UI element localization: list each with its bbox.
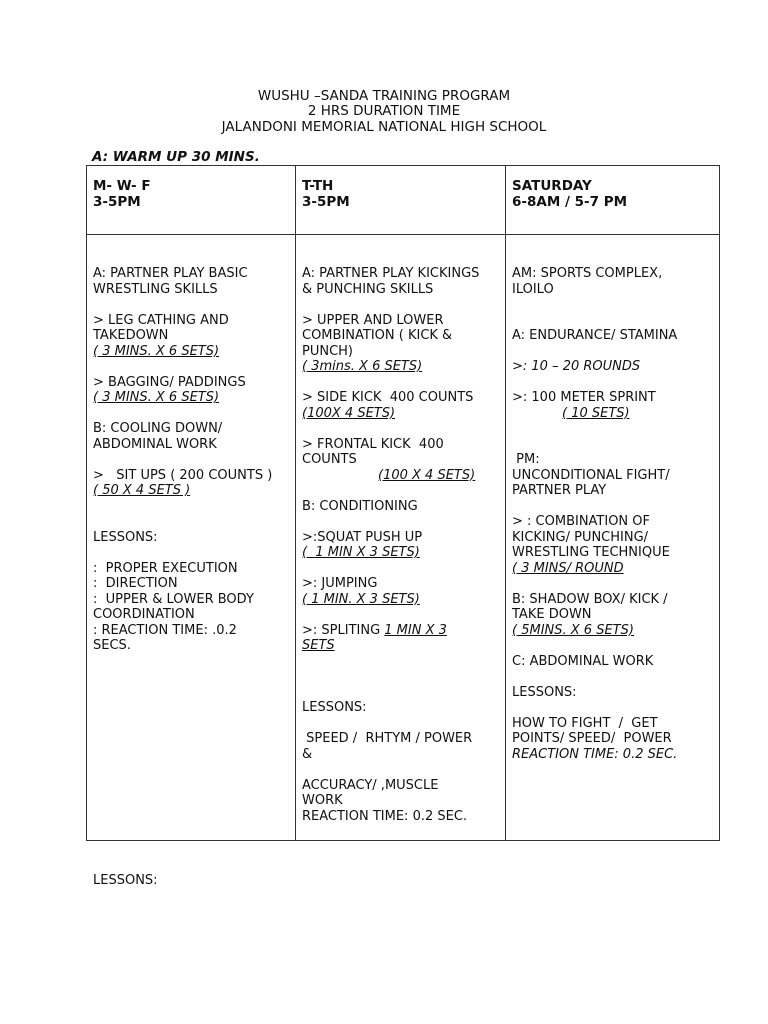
text-line: >:SQUAT PUSH UP (302, 529, 423, 545)
table-column-divider-2 (505, 165, 506, 841)
text-line: ( 3mins. X 6 SETS) (302, 359, 423, 374)
spacer (302, 483, 502, 499)
text-line: SECS. (93, 638, 131, 653)
table-column-divider-1 (295, 165, 296, 841)
bottom-lessons-label: LESSONS: (93, 873, 158, 888)
spacer (302, 514, 502, 530)
text-line: : UPPER & LOWER BODY (93, 591, 254, 607)
spacer (512, 421, 716, 437)
spacer (302, 375, 502, 391)
text-line: COORDINATION (93, 607, 195, 622)
header-time: 3-5PM (302, 193, 350, 210)
text-line: UNCONDITIONAL FIGHT/ (512, 467, 670, 483)
spacer (512, 344, 716, 360)
text-line: > FRONTAL KICK 400 (302, 436, 444, 452)
text-line: 1 MIN X 3 (384, 622, 447, 638)
text-line: POINTS/ SPEED/ POWER (512, 731, 672, 746)
spacer (302, 762, 502, 778)
text-line: > SIDE KICK 400 COUNTS (302, 390, 474, 405)
text-line: ( 3 MINS. X 6 SETS) (93, 343, 220, 359)
spacer (302, 716, 502, 732)
spacer (93, 545, 293, 561)
text-line: >: 10 – 20 ROUNDS (512, 359, 641, 374)
text-line: ( 50 X 4 SETS ) (93, 483, 191, 498)
text-line: KICKING/ PUNCHING/ (512, 529, 649, 545)
text-line: ( 3 MINS. X 6 SETS) (93, 390, 220, 405)
text-line: AM: SPORTS COMPLEX, (512, 266, 663, 281)
table-border-top (86, 165, 720, 166)
text-line: B: CONDITIONING (302, 498, 418, 514)
text-line: REACTION TIME: 0.2 SEC. (512, 746, 678, 762)
text-line: PARTNER PLAY (512, 483, 607, 498)
header-cell-tth (302, 179, 500, 210)
spacer (302, 669, 502, 685)
text-line: PUNCH) (302, 343, 354, 359)
text-line: > UPPER AND LOWER (302, 312, 444, 328)
text-line: ( 1 MIN. X 3 SETS) (302, 591, 420, 607)
text-line: B: SHADOW BOX/ KICK / (512, 591, 668, 607)
header-time: 6-8AM / 5-7 PM (512, 193, 628, 210)
text-line: WORK (302, 793, 343, 808)
text-line: ( 3 MINS/ ROUND (512, 560, 624, 576)
text-line: & (302, 746, 313, 762)
text-line: TAKE DOWN (512, 607, 592, 622)
text-line: >: 100 METER SPRINT (512, 390, 656, 405)
text-line: > BAGGING/ PADDINGS (93, 374, 246, 390)
table-border-left (86, 165, 87, 841)
text-line: A: PARTNER PLAY KICKINGS (302, 266, 480, 281)
text-line: ACCURACY/ ,MUSCLE (302, 777, 439, 793)
text-line: > LEG CATHING AND (93, 312, 229, 328)
spacer (93, 452, 293, 468)
header-day: M- W- F (93, 178, 151, 194)
table-header-divider (86, 234, 720, 235)
spacer (512, 638, 716, 654)
spacer (512, 375, 716, 391)
header-day: T-TH (302, 178, 334, 194)
spacer (512, 700, 716, 716)
text-line: SETS (302, 638, 335, 653)
text-line-underlined (512, 406, 716, 422)
text-line: ( 10 SETS) (562, 405, 630, 421)
text-line: LESSONS: (512, 684, 577, 700)
column-tth (302, 266, 502, 824)
table-border-right (719, 165, 720, 841)
text-line: > SIT UPS ( 200 COUNTS ) (93, 467, 273, 483)
text-line: SPEED / RHTYM / POWER (302, 731, 473, 746)
text-line: : REACTION TIME: .0.2 (93, 622, 237, 638)
spacer (93, 406, 293, 422)
spacer (302, 607, 502, 623)
column-mwf (93, 266, 293, 654)
text-line: : DIRECTION (93, 576, 178, 591)
text-line: ( 1 MIN X 3 SETS) (302, 545, 420, 560)
text-line-group (302, 623, 502, 639)
spacer (93, 514, 293, 530)
text-line: ABDOMINAL WORK (93, 436, 217, 452)
spacer (512, 669, 716, 685)
header-cell-saturday (512, 179, 712, 210)
text-line: ILOILO (512, 281, 554, 297)
text-line: (100 X 4 SETS) (378, 467, 476, 483)
spacer (512, 437, 716, 453)
text-line: PM: (512, 452, 540, 467)
text-line: WRESTLING TECHNIQUE (512, 545, 670, 560)
section-heading: A: WARM UP 30 MINS. (92, 149, 260, 165)
text-line: B: COOLING DOWN/ (93, 421, 223, 436)
text-line: & PUNCHING SKILLS (302, 281, 434, 297)
text-line: TAKEDOWN (93, 328, 169, 343)
spacer (512, 297, 716, 313)
doc-title-line-1: WUSHU –SANDA TRAINING PROGRAM (257, 88, 511, 104)
spacer (93, 359, 293, 375)
spacer (512, 576, 716, 592)
text-line: : PROPER EXECUTION (93, 560, 238, 576)
spacer (302, 421, 502, 437)
text-line: A: PARTNER PLAY BASIC (93, 266, 248, 281)
spacer (512, 313, 716, 329)
text-line: A: ENDURANCE/ STAMINA (512, 328, 678, 343)
spacer (512, 499, 716, 515)
spacer (302, 561, 502, 577)
doc-title-line-2: 2 HRS DURATION TIME (307, 103, 461, 119)
text-line: WRESTLING SKILLS (93, 281, 218, 297)
text-line: ( 5MINS. X 6 SETS) (512, 622, 634, 638)
text-line: HOW TO FIGHT / GET (512, 715, 658, 731)
text-line: LESSONS: (302, 700, 367, 715)
text-line-underlined (302, 468, 502, 484)
spacer (93, 297, 293, 313)
text-line: C: ABDOMINAL WORK (512, 653, 654, 669)
spacer (302, 654, 502, 670)
spacer (302, 297, 502, 313)
header-day: SATURDAY (512, 178, 592, 194)
table-border-bottom (86, 840, 720, 841)
text-line: > : COMBINATION OF (512, 514, 650, 529)
text-line: COUNTS (302, 452, 357, 467)
header-cell-mwf (93, 179, 291, 210)
text-line: LESSONS: (93, 529, 158, 545)
text-line: >: JUMPING (302, 576, 378, 591)
spacer (302, 685, 502, 701)
text-line: COMBINATION ( KICK & (302, 328, 453, 343)
column-saturday (512, 266, 716, 762)
doc-title-line-3: JALANDONI MEMORIAL NATIONAL HIGH SCHOOL (221, 119, 547, 135)
schedule-table (86, 165, 720, 841)
text-line: (100X 4 SETS) (302, 405, 396, 421)
header-time: 3-5PM (93, 193, 141, 210)
spacer (93, 499, 293, 515)
text-line: REACTION TIME: 0.2 SEC. (302, 808, 468, 824)
text-line: >: SPLITING (302, 622, 385, 638)
